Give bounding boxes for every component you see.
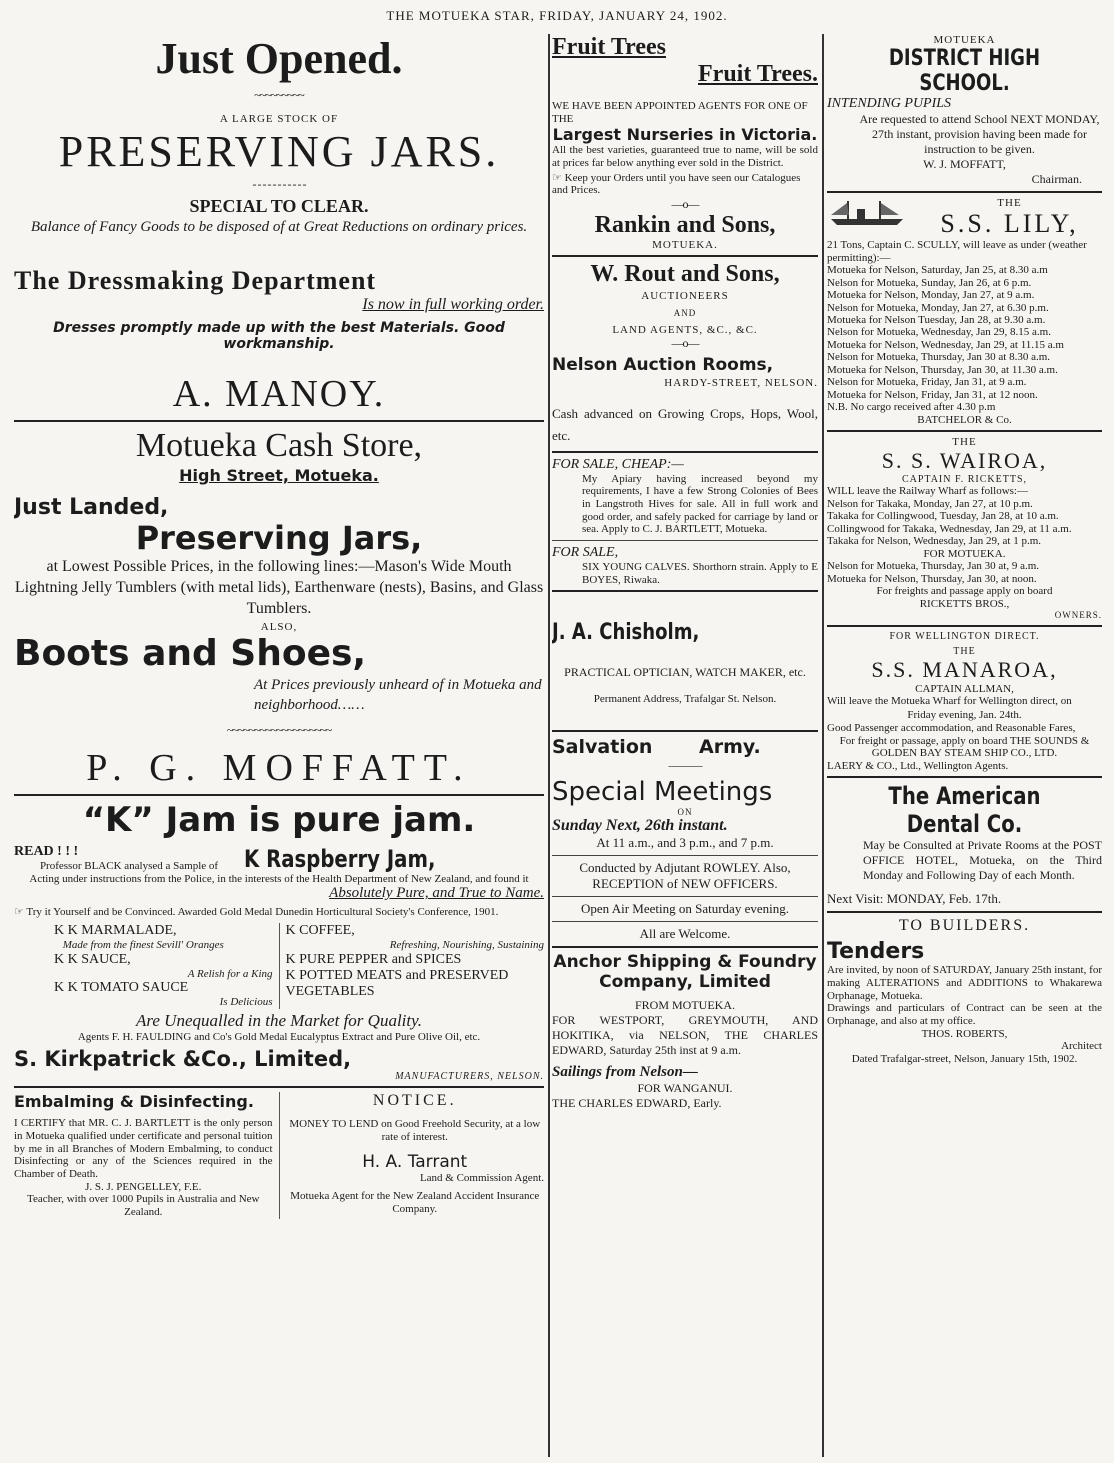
wairoa-role: OWNERS.: [1054, 610, 1102, 621]
sale-text: SIX YOUNG CALVES. Shorthorn strain. Apply to E BOYES, Riwaka.: [582, 561, 818, 586]
divider: [552, 540, 818, 541]
notice-name: H. A. Tarrant: [362, 1151, 468, 1172]
divider: [552, 921, 818, 922]
rout-rooms: Nelson Auction Rooms,: [552, 354, 774, 375]
jam-makers-sub: MANUFACTURERS, NELSON.: [395, 1071, 544, 1083]
manaroa-the: THE: [953, 645, 976, 657]
jam-agents: Agents F. H. FAULDING and Co's Gold Medal Eucalyptus Extract and Pure Olive Oil, etc.: [77, 1030, 481, 1043]
lily-name: S.S. LILY,: [940, 209, 1079, 238]
schedule-line: Motueka for Nelson, Friday, Jan 31, at 12 noon.: [827, 388, 1038, 401]
divider: [827, 625, 1102, 627]
product-item: K PURE PEPPER and SPICES: [285, 951, 462, 967]
schedule-line: Nelson for Motueka, Monday, Jan 27, at 6.30 p.m.: [827, 301, 1049, 314]
fruit-text: All the best varieties, guaranteed true to name, will be sold at prices far below anything ever sold in the District.: [552, 144, 818, 169]
school-sub: INTENDING PUPILS: [827, 96, 952, 111]
divider: [552, 451, 818, 453]
notice-text: MONEY TO LEND on Good Freehold Security, at a low rate of interest.: [289, 1118, 541, 1144]
wairoa-the: THE: [952, 436, 977, 449]
school-top: MOTUEKA: [933, 34, 996, 46]
fruit-nurseries: Largest Nurseries in Victoria.: [552, 125, 818, 145]
wairoa-captain: CAPTAIN F. RICKETTS,: [901, 474, 1028, 486]
jam-unequalled: Are Unequalled in the Market for Quality.: [136, 1010, 422, 1030]
divider: [552, 855, 818, 856]
product-item: K K TOMATO SAUCE: [54, 980, 189, 996]
lily-sig: BATCHELOR & Co.: [917, 413, 1012, 426]
schedule-line: Nelson for Motueka, Thursday, Jan 30 at 8.30 a.m.: [827, 351, 1051, 364]
hand-pointer-icon: ☞: [14, 906, 27, 919]
cash-prices: At Prices previously unheard of in Motueka and neighborhood……: [254, 677, 542, 713]
salvation-open-air: Open Air Meeting on Saturday evening.: [581, 900, 789, 916]
ornament-divider: ~~~~~~~~~~~~~~~~~~~: [226, 723, 332, 737]
fruit-appointed: WE HAVE BEEN APPOINTED AGENTS FOR ONE OF THE: [552, 100, 808, 125]
builders-tenders: Tenders: [827, 939, 925, 965]
school-title: DISTRICT HIGH SCHOOL.: [888, 46, 1041, 96]
schedule-line: Nelson for Takaka, Monday, Jan 27, at 10 p.m.: [827, 497, 1033, 510]
jam-acting: Acting under instructions from the Police, in the interests of the Health Department of New Zealand, and found it: [29, 872, 529, 885]
anchor-title: Anchor Shipping & Foundry Company, Limited: [553, 951, 817, 992]
manoy-stock: A LARGE STOCK OF: [219, 113, 339, 125]
product-note: A Relish for a King: [187, 967, 273, 980]
product-note: Is Delicious: [219, 996, 273, 1009]
rankin-place: MOTUEKA.: [652, 238, 718, 251]
schedule-line: Motueka for Nelson, Wednesday, Jan 29, at 11.15 a.m: [827, 338, 1064, 351]
lily-the: THE: [997, 197, 1022, 209]
manaroa-for: FOR WELLINGTON DIRECT.: [889, 630, 1040, 642]
ornament-divider: ~~~~~~~~~: [254, 88, 304, 102]
salvation-welcome: All are Welcome.: [639, 925, 731, 941]
builders-dated: Dated Trafalgar-street, Nelson, January 15th, 1902.: [851, 1052, 1078, 1065]
divider: [552, 896, 818, 897]
schedule-line: Motueka for Nelson, Monday, Jan 27, at 9 a.m.: [827, 289, 1035, 302]
dental-next: Next Visit: MONDAY, Feb. 17th.: [827, 891, 1002, 907]
hand-pointer-icon: ☞: [552, 171, 565, 184]
ornament-divider: - - - - - - - - - - -: [252, 177, 306, 191]
embalming-text: I CERTIFY that MR. C. J. BARTLETT is the only person in Motueka qualified under certificate and personal tuition by me in all Branches of Modern Embalming, to conduct Disinfecting or any of the Sciences required in the Chamber of Death.: [14, 1117, 273, 1181]
dental-text: May be Consulted at Private Rooms at the POST OFFICE HOTEL, Motueka, on the Third Monday and Following Day of each Month.: [863, 838, 1102, 883]
divider: [827, 191, 1102, 193]
jam-maker: S. Kirkpatrick &Co., Limited,: [14, 1047, 352, 1072]
column-3: [827, 34, 1102, 1457]
schedule-line: Nelson for Motueka, Wednesday, Jan 29, 8.15 a.m.: [827, 326, 1051, 339]
schedule-line: Nelson for Motueka, Sunday, Jan 26, at 6 p.m.: [827, 276, 1032, 289]
fruit-keep: ☞ Keep your Orders until you have seen our Catalogues and Prices.: [552, 171, 801, 197]
ornament-divider: —o—: [671, 196, 699, 211]
rout-line: AUCTIONEERS: [641, 289, 729, 302]
masthead: THE MOTUEKA STAR, FRIDAY, JANUARY 24, 1902.: [386, 8, 728, 23]
anchor-text: FOR WESTPORT, GREYMOUTH, AND HOKITIKA, via NELSON, THE CHARLES EDWARD, Saturday 25th inst at 9 a.m.: [552, 1012, 818, 1057]
dressmaking-text: Dresses promptly made up with the best Materials. Good workmanship.: [53, 320, 505, 352]
dressmaking-status: Is now in full working order.: [362, 296, 544, 313]
school-text: Are requested to attend School NEXT MONDAY, 27th instant, provision having been made for instruction to be given.: [859, 112, 1100, 156]
fruit-title-2: Fruit Trees.: [698, 61, 818, 87]
lily-intro: 21 Tons, Captain C. SCULLY, will leave as under (weather permitting):—: [827, 239, 1087, 264]
manoy-balance: Balance of Fancy Goods to be disposed of at Great Reductions on ordinary prices.: [30, 219, 528, 235]
rout-street: HARDY-STREET, NELSON.: [664, 376, 818, 389]
divider: [827, 776, 1102, 778]
divider: [827, 911, 1102, 913]
rout-name: W. Rout and Sons,: [590, 260, 780, 287]
ornament-divider: ———: [668, 757, 702, 772]
embalming-sig2: Teacher, with over 1000 Pupils in Australia and New Zealand.: [27, 1193, 260, 1218]
salvation-sunday: Sunday Next, 26th instant.: [552, 816, 728, 834]
manoy-special: SPECIAL TO CLEAR.: [189, 196, 369, 216]
school-sig: W. J. MOFFATT,: [923, 157, 1006, 171]
salvation-title: Salvation Army.: [552, 735, 761, 758]
product-item: K POTTED MEATS and PRESERVED VEGETABLES: [285, 967, 509, 999]
builders-sig: THOS. ROBERTS,: [921, 1027, 1008, 1040]
column-rule: [548, 34, 550, 1457]
lily-nb: N.B. No cargo received after 4.30 p.m: [827, 400, 996, 413]
schedule-line: Nelson for Motueka, Thursday, Jan 30 at, 9 a.m.: [827, 560, 1040, 573]
divider: [552, 255, 818, 257]
column-2: [552, 34, 818, 1457]
wairoa-for-motueka: FOR MOTUEKA.: [923, 547, 1006, 560]
manaroa-captain: CAPTAIN ALLMAN,: [915, 682, 1014, 695]
schedule-line: Motueka for Nelson, Thursday, Jan 30, at noon.: [827, 572, 1037, 585]
manoy-headline: Just Opened.: [155, 34, 403, 83]
sale-text: My Apiary having increased beyond my requirements, I have a few Strong Colonies of Bees in Langstroth Hives for sale. All in full work and good order, and safely packed for carriage by land or sea. Apply to C. J. BARTLETT, Motueka.: [582, 472, 818, 536]
cash-also: ALSO,: [260, 621, 298, 633]
manaroa-when: Friday evening, Jan. 24th.: [907, 709, 1022, 722]
product-note: Refreshing, Nourishing, Sustaining: [389, 938, 544, 951]
sale-title: FOR SALE,: [552, 545, 619, 561]
fruit-title-1: Fruit Trees: [552, 34, 666, 60]
divider: [827, 430, 1102, 432]
product-item: K K SAUCE,: [54, 951, 131, 967]
chisholm-name: J. A. Chisholm,: [552, 620, 700, 646]
wairoa-sig: RICKETTS BROS.,: [919, 597, 1010, 610]
wairoa-intro: WILL leave the Railway Wharf as follows:—: [827, 485, 1028, 498]
jam-pure: Absolutely Pure, and True to Name.: [329, 885, 544, 902]
embalming-sig: J. S. J. PENGELLEY, F.E.: [85, 1180, 202, 1193]
manoy-jars: PRESERVING JARS.: [58, 127, 500, 176]
chisholm-address: Permanent Address, Trafalgar St. Nelson.: [593, 693, 777, 706]
notice-title: NOTICE.: [372, 1092, 457, 1110]
divider: [552, 590, 818, 592]
manaroa-name: S.S. MANAROA,: [871, 656, 1058, 682]
school-role: Chairman.: [1031, 172, 1082, 186]
schedule-line: Motueka for Nelson, Saturday, Jan 25, at 8.30 a.m: [827, 264, 1048, 277]
rankin-name: Rankin and Sons,: [594, 211, 776, 238]
dressmaking-title: The Dressmaking Department: [14, 266, 377, 295]
cash-landed: Just Landed,: [14, 495, 169, 520]
jam-raspberry: K Raspberry Jam,: [244, 844, 436, 873]
divider: [14, 420, 544, 422]
rout-line: LAND AGENTS, &C., &C.: [612, 323, 758, 336]
embalming-title: Embalming & Disinfecting.: [14, 1092, 254, 1112]
builders-text: Are invited, by noon of SATURDAY, January 25th instant, for making ALTERATIONS and ADDITIONS to Whakarewa Orphanage, Motueka.: [827, 964, 1102, 1002]
steamship-icon: [827, 197, 917, 231]
salvation-times: At 11 a.m., and 3 p.m., and 7 p.m.: [596, 834, 774, 850]
manoy-name: A. MANOY.: [172, 373, 386, 415]
schedule-line: Takaka for Collingwood, Tuesday, Jan 28, at 10 a.m.: [827, 510, 1059, 523]
manaroa-good: Good Passenger accommodation, and Reasonable Fares,: [827, 721, 1076, 734]
wairoa-name: S. S. WAIROA,: [881, 448, 1048, 474]
column-1: [14, 34, 544, 1457]
cash-store-title: Motueka Cash Store,: [135, 427, 423, 464]
cash-store-address: High Street, Motueka.: [179, 466, 379, 485]
divider: [14, 1086, 544, 1088]
divider: [552, 730, 818, 732]
divider: [552, 946, 818, 948]
product-item: K K MARMALADE,: [54, 922, 177, 938]
ornament-divider: —o—: [671, 335, 699, 350]
cash-jars: Preserving Jars,: [135, 519, 423, 557]
builders-drawings: Drawings and particulars of Contract can be seen at the Orphanage, and also at my office.: [827, 1002, 1102, 1028]
builders-role: Architect: [1061, 1040, 1102, 1053]
jam-read: READ ! ! !: [14, 844, 79, 859]
schedule-line: Motueka for Nelson, Thursday, Jan 30, at 11.30 a.m.: [827, 363, 1058, 376]
schedule-line: Motueka for Nelson Tuesday, Jan 28, at 9.30 a.m.: [827, 313, 1046, 326]
rout-cash: Cash advanced on Growing Crops, Hops, Wool, etc.: [552, 405, 818, 443]
manaroa-agents: LAERY & CO., Ltd., Wellington Agents.: [827, 759, 1009, 772]
manaroa-apply: For freight or passage, apply on board THE SOUNDS & GOLDEN BAY STEAM SHIP CO., LTD.: [839, 734, 1090, 760]
schedule-line: Collingwood for Takaka, Wednesday, Jan 29, at 11 a.m.: [827, 522, 1072, 535]
divider: [14, 794, 544, 796]
sale-title: FOR SALE, CHEAP:—: [552, 456, 684, 472]
anchor-sailings: Sailings from Nelson—: [552, 1063, 698, 1080]
cash-boots: Boots and Shoes,: [14, 633, 367, 674]
product-item: K COFFEE,: [285, 922, 355, 938]
anchor-from: FROM MOTUEKA.: [634, 997, 735, 1012]
cash-jars-text: at Lowest Possible Prices, in the following lines:—Mason's Wide Mouth Lightning Jelly Tumblers (with metal lids), Earthenware (nests), Basins, and Glass Tumblers.: [14, 558, 544, 617]
salvation-on: ON: [677, 806, 693, 817]
column-rule: [822, 34, 824, 1457]
schedule-line: Takaka for Nelson, Wednesday, Jan 29, at 1 p.m.: [827, 535, 1042, 548]
manaroa-text: Will leave the Motueka Wharf for Wellington direct, on: [827, 694, 1072, 707]
salvation-conducted: Conducted by Adjutant ROWLEY. Also, RECEPTION of NEW OFFICERS.: [579, 859, 791, 891]
moffatt-name: P. G. MOFFATT.: [86, 747, 472, 789]
notice-role: Land & Commission Agent.: [419, 1171, 544, 1184]
rout-line: AND: [673, 307, 697, 318]
jam-analysed: Professor BLACK analysed a Sample of: [39, 860, 219, 872]
chisholm-trade: PRACTICAL OPTICIAN, WATCH MAKER, etc.: [564, 665, 806, 680]
dental-name: The American Dental Co.: [888, 782, 1041, 839]
builders-title: TO BUILDERS.: [898, 917, 1031, 935]
schedule-line: Nelson for Motueka, Friday, Jan 31, at 9 a.m.: [827, 376, 1027, 389]
jam-try: ☞ Try it Yourself and be Convinced. Awarded Gold Medal Dunedin Horticultural Society's Conference, 1901.: [14, 906, 499, 919]
salvation-special: Special Meetings: [552, 776, 773, 807]
jam-title: “K” Jam is pure jam.: [82, 800, 476, 840]
notice-agent: Motueka Agent for the New Zealand Accident Insurance Company.: [290, 1190, 540, 1216]
wairoa-apply: For freights and passage apply on board: [876, 585, 1053, 598]
anchor-early: THE CHARLES EDWARD, Early.: [552, 1095, 722, 1110]
product-note: Made from the finest Sevill' Oranges: [62, 938, 224, 951]
anchor-wanganui: FOR WANGANUI.: [637, 1080, 733, 1095]
